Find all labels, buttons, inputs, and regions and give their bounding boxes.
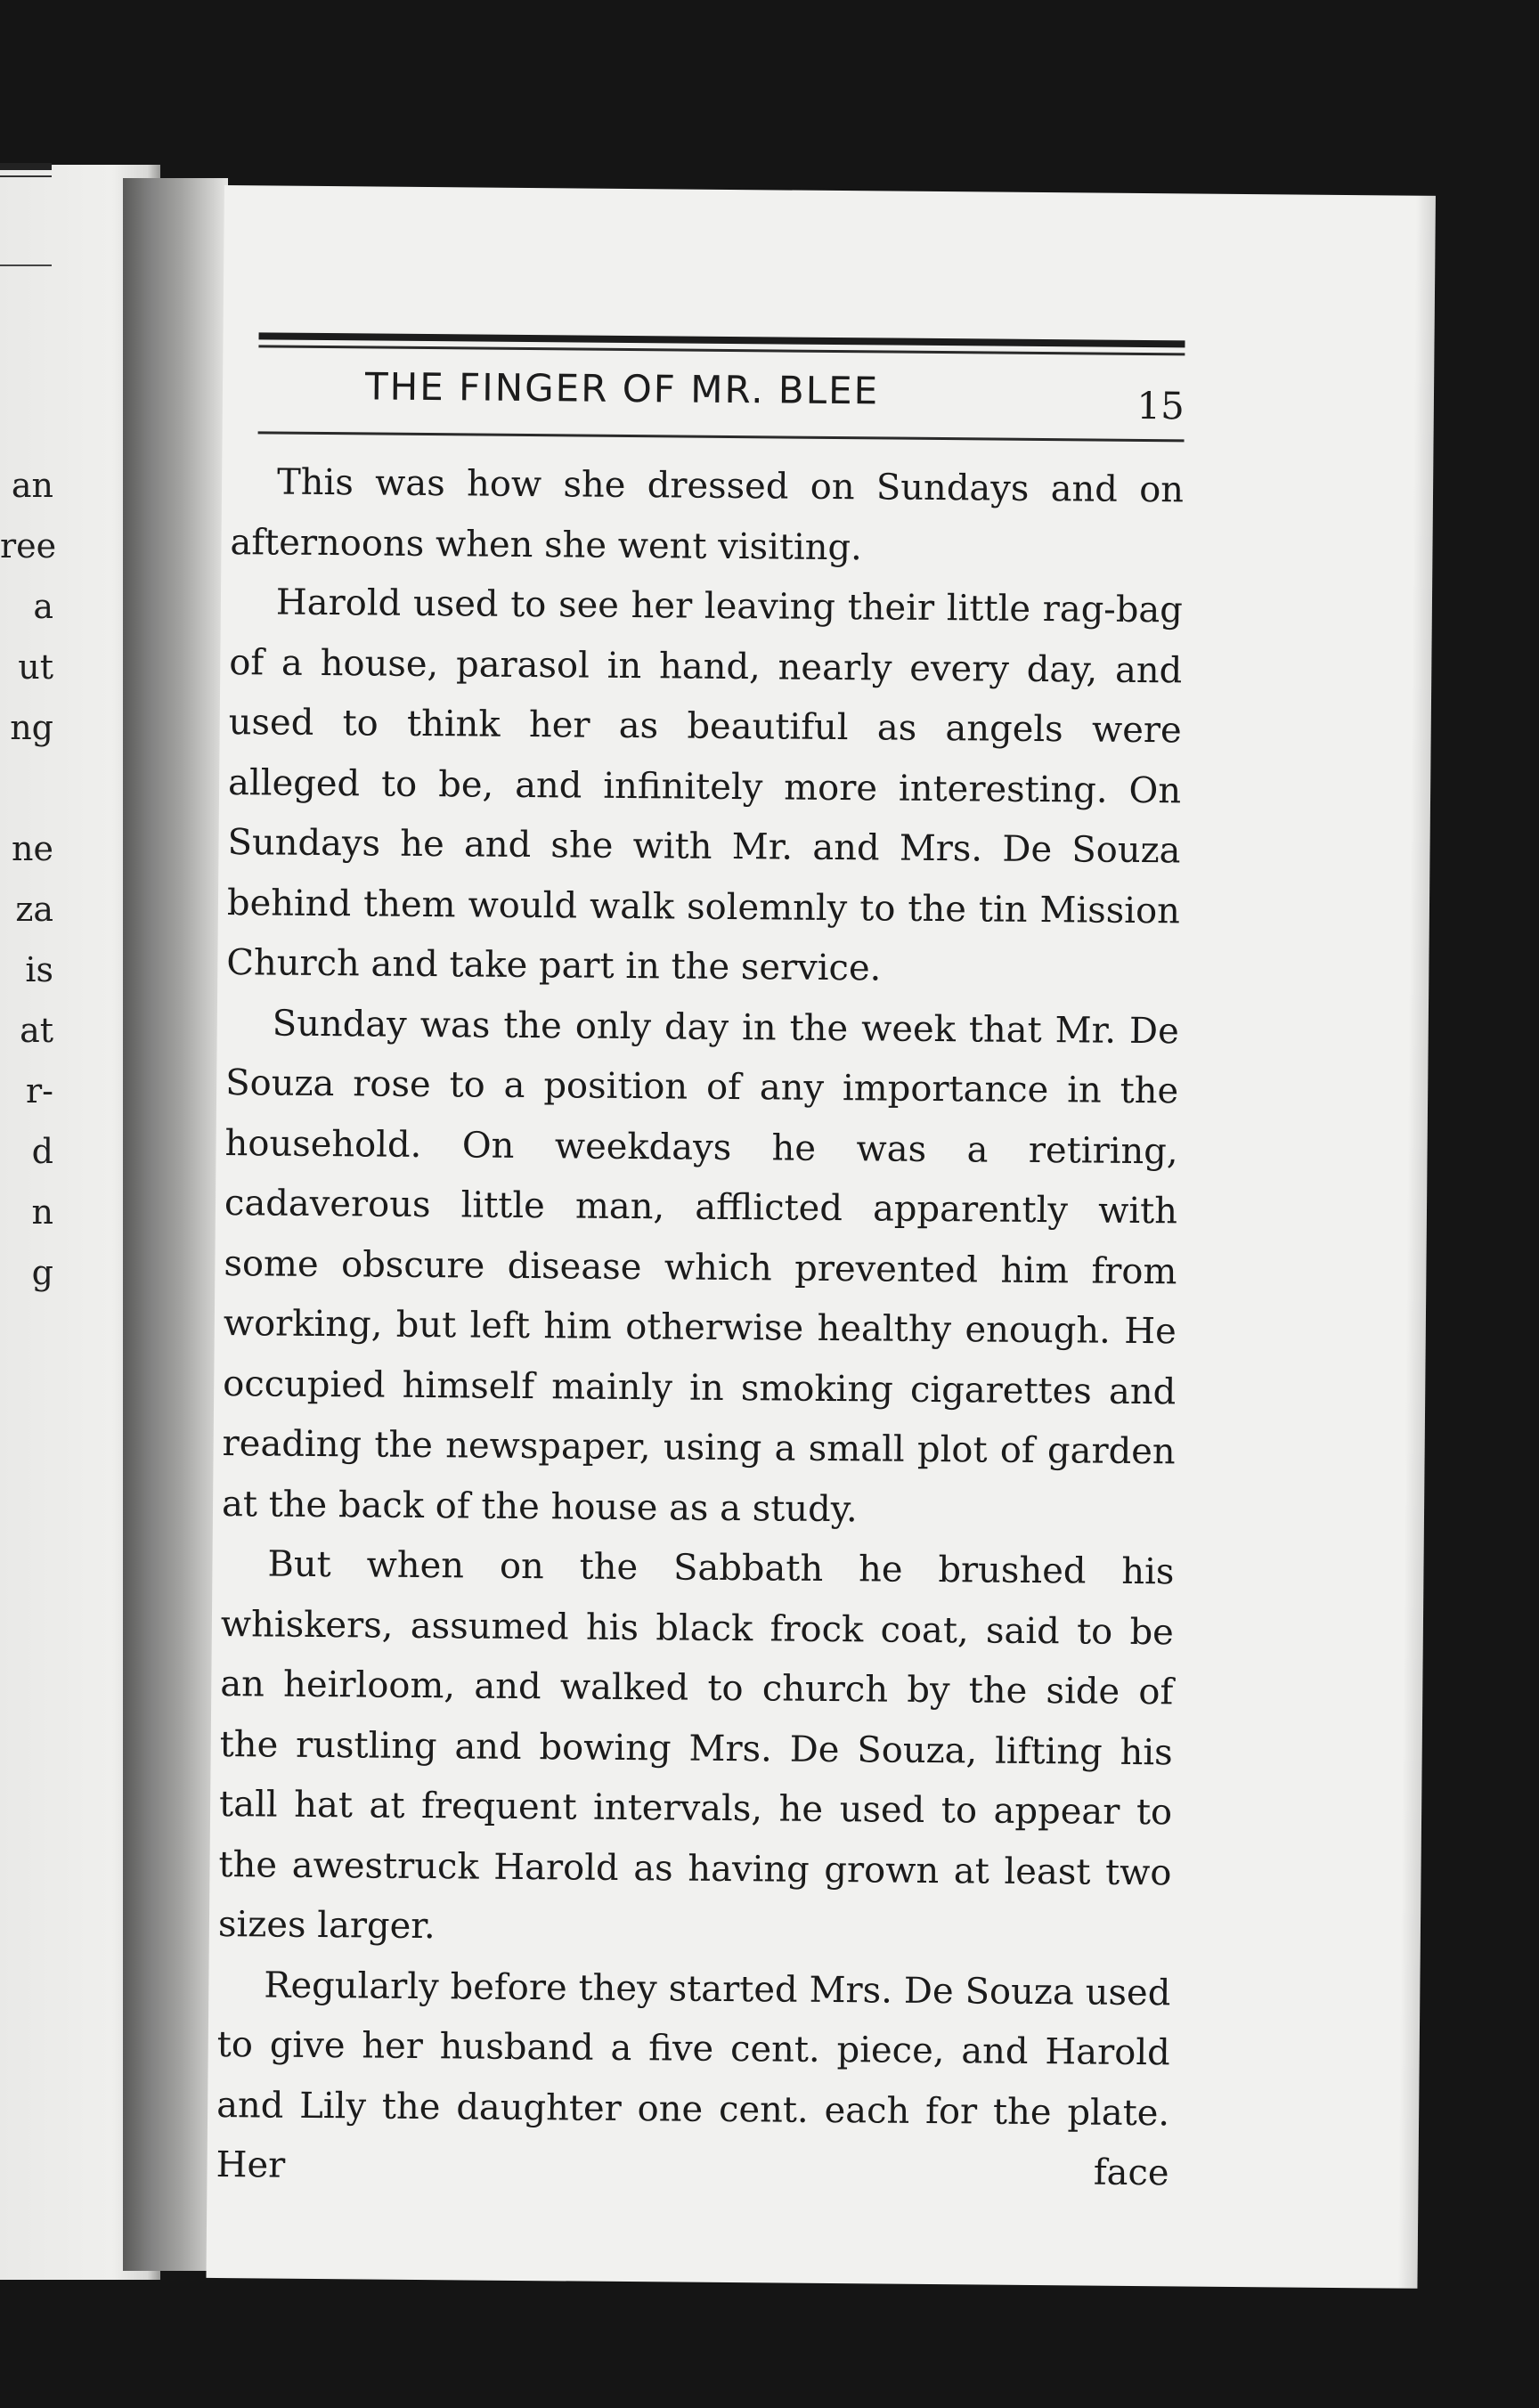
paragraph: Harold used to see her leaving their little rag-bag of a house, parasol in hand, nearly every day, and used to think her as beautiful as angels were alleged to be, and infinitely more interesting. On Sundays he and she with Mr. and Mrs. De Souza behind them would walk solemnly to the tin Mission Church and take part in the service.	[226, 582, 1184, 989]
header-rule-bottom	[258, 431, 1185, 442]
running-title: THE FINGER OF MR. BLEE	[364, 364, 880, 413]
previous-page-fragment: an	[11, 466, 53, 505]
paragraph: Sunday was the only day in the week that Mr. De Souza rose to a position of any importance in the household. On weekdays he was a retiring, cadaverous little man, afflicted apparently with some obscure disease which prevented him from working, but left him otherwise healthy enough. He occupied himself mainly in smoking cigarettes and reading the newspaper, using a small plot of garden at the back of the house as a study.	[221, 1003, 1179, 1530]
previous-page-fragment: ree	[0, 526, 57, 565]
page-edge-shadow	[1397, 196, 1436, 2289]
paragraph: Regularly before they started Mrs. De Souza used to give her husband a five cent. piece, and Harold and Lily the daughter one cent. each for the plate. Her face	[216, 1964, 1171, 2194]
previous-page-fragment: a	[33, 587, 53, 626]
previous-page-rule-thin	[0, 175, 52, 177]
previous-page-fragment: at	[20, 1011, 53, 1050]
previous-page-fragment: g	[31, 1253, 53, 1292]
paragraph: This was how she dressed on Sundays and on afternoons when she went visiting.	[230, 461, 1185, 568]
previous-page-fragment: ne	[12, 829, 53, 868]
previous-page-fragment: n	[31, 1192, 53, 1232]
paragraph: But when on the Sabbath he brushed his whiskers, assumed his black frock coat, said to be an heirloom, and walked to church by the side of the rustling and bowing Mrs. De Souza, lifting his tall hat at frequent intervals, he used to appear to the awestruck Harold as having grown at least two sizes larger.	[217, 1543, 1175, 1948]
previous-page-rule-thick	[0, 163, 52, 170]
previous-page-fragment: r-	[25, 1071, 53, 1110]
previous-page-fragment: za	[15, 890, 53, 929]
page-number: 15	[1136, 383, 1185, 428]
previous-page-fragment: ut	[18, 647, 53, 687]
body-text	[216, 452, 1184, 2204]
previous-page-fragment: is	[25, 950, 53, 989]
running-head	[258, 363, 1185, 434]
header-rule-thin	[258, 345, 1185, 355]
previous-page-fragment: ng	[10, 708, 53, 747]
previous-page-rule-bottom	[0, 264, 52, 266]
previous-page-fragment: d	[31, 1132, 53, 1171]
book-page	[206, 185, 1435, 2289]
